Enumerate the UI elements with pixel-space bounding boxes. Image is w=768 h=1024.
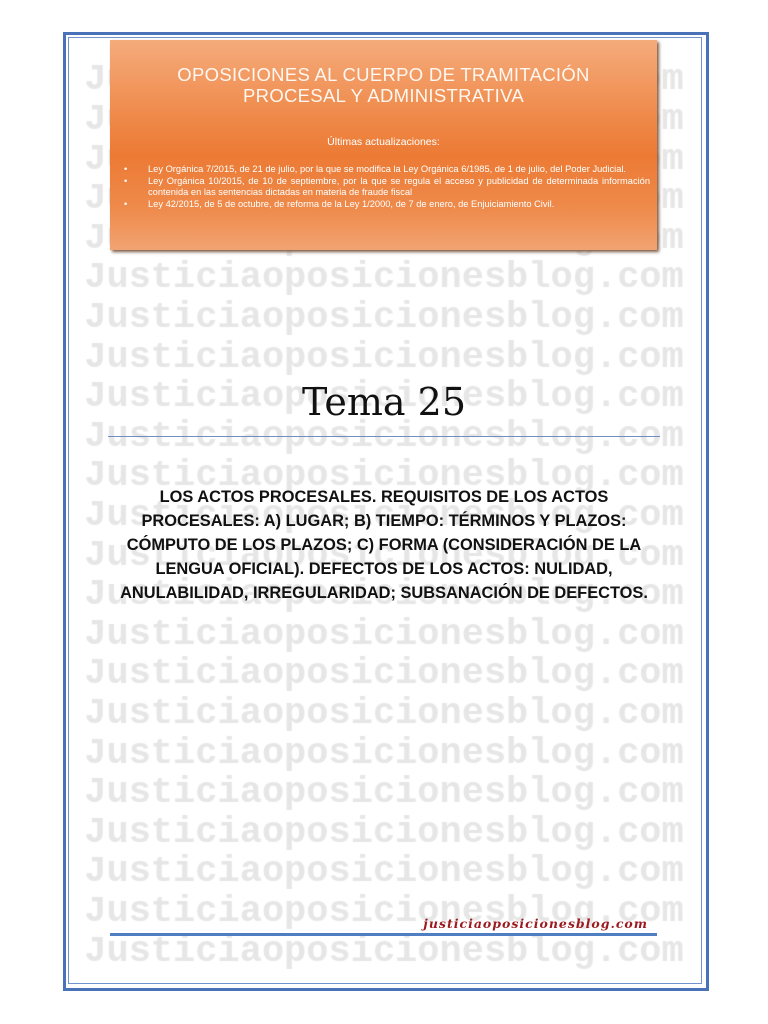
banner-title-line1: OPOSICIONES AL CUERPO DE TRAMITACIÓN [177,64,590,85]
update-text: Ley Orgánica 10/2015, de 10 de septiembre, por la que se regula el acceso y publicidad de determinada información contenida en las sentencias dictadas en materia de fraude fiscal [148,175,650,197]
banner-title [110,64,657,106]
tema-title: Tema 25 [301,380,466,424]
header-banner [110,40,657,250]
update-item [124,199,650,211]
bullet-icon: • [124,164,128,174]
update-item [124,176,650,199]
update-text: Ley Orgánica 7/2015, de 21 de julio, por la que se modifica la Ley Orgánica 6/1985, de 1 de julio, del Poder Judicial. [148,164,627,174]
update-text: Ley 42/2015, de 5 de octubre, de reforma de la Ley 1/2000, de 7 de enero, de Enjuiciamiento Civil. [148,198,555,209]
update-item [124,164,650,176]
banner-title-line2: PROCESAL Y ADMINISTRATIVA [243,85,524,106]
footer-site-link[interactable]: justiciaoposicionesblog.com [423,916,648,931]
updates-list [124,164,650,210]
bullet-icon: • [124,198,128,209]
tema-topic: LOS ACTOS PROCESALES. REQUISITOS DE LOS ACTOS PROCESALES: A) LUGAR; B) TIEMPO: TÉRMINOS Y PLAZOS: CÓMPUTO DE LOS PLAZOS; C) FORMA (CONSIDERACIÓN DE LA LENGUA OFICIAL). DEFECTOS DE LOS ACTOS: NULIDAD, ANULABILIDAD, IRREGULARIDAD; SUBSANACIÓN DE DEFECTOS. [120,488,648,602]
footer-divider [110,933,657,936]
title-divider [108,436,660,437]
bullet-icon: • [124,175,128,186]
banner-subtitle: Últimas actualizaciones: [327,136,440,148]
